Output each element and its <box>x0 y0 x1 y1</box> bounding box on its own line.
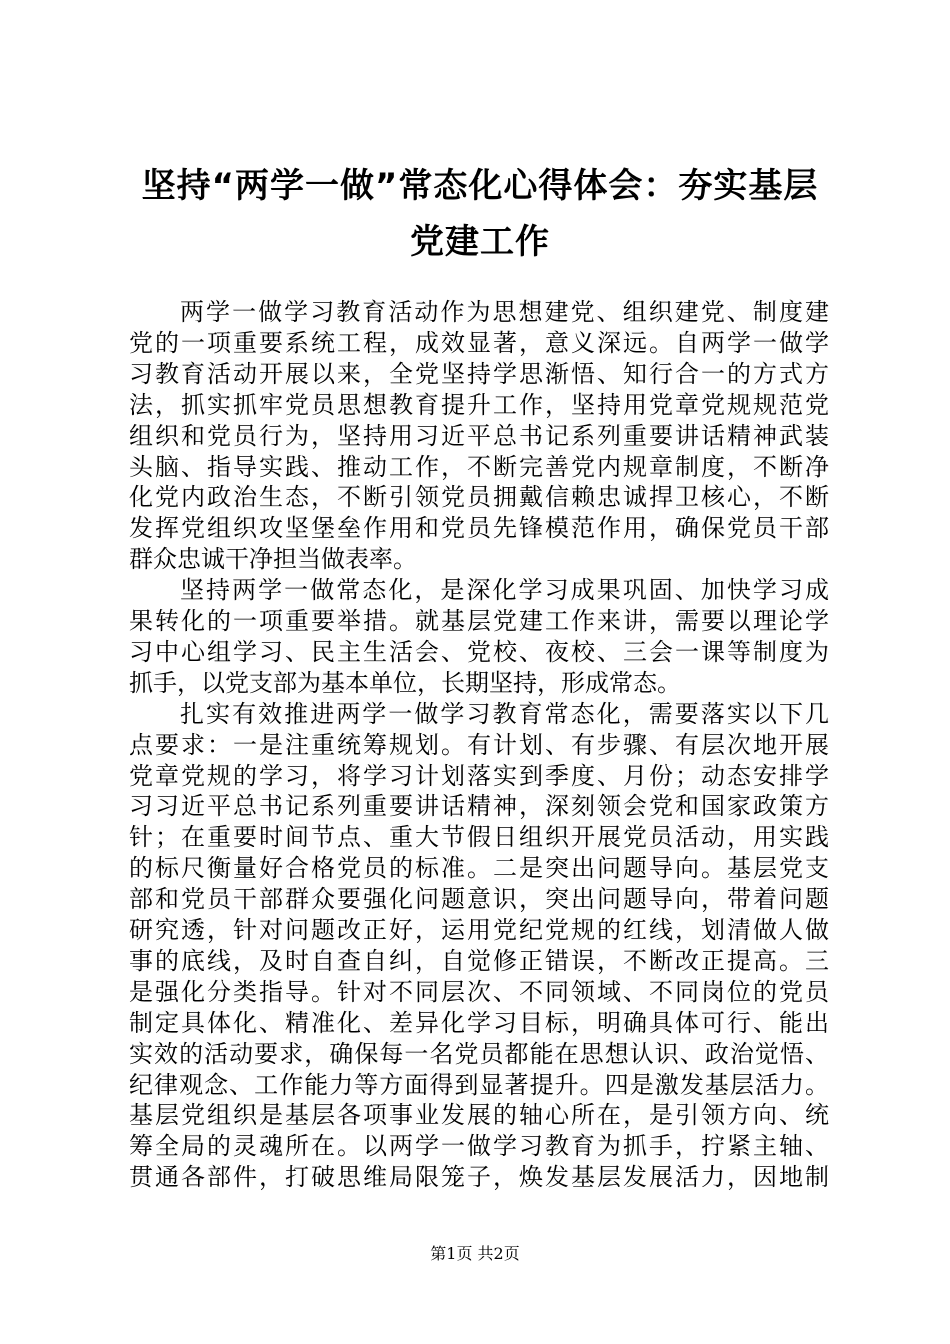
body-text-line: 化党内政治生态，不断引领党员拥戴信赖忠诚捍卫核心，不断 <box>129 483 829 512</box>
body-text-line: 习习近平总书记系列重要讲话精神，深刻领会党和国家政策方 <box>129 792 829 821</box>
body-text-line: 习教育活动开展以来，全党坚持学思渐悟、知行合一的方式方 <box>129 359 829 388</box>
body-text-line: 是强化分类指导。针对不同层次、不同领域、不同岗位的党员 <box>129 977 829 1006</box>
body-text-line: 实效的活动要求，确保每一名党员都能在思想认识、政治觉悟、 <box>129 1039 829 1068</box>
body-text-line: 果转化的一项重要举措。就基层党建工作来讲，需要以理论学 <box>129 607 829 635</box>
body-text-line: 部和党员干部群众要强化问题意识，突出问题导向，带着问题 <box>129 885 829 914</box>
body-text-line: 事的底线，及时自查自纠，自觉修正错误，不断改正提高。三 <box>129 946 829 975</box>
body-text-line: 组织和党员行为，坚持用习近平总书记系列重要讲话精神武装 <box>129 421 829 450</box>
page-number-footer: 第1页 共2页 <box>430 1244 520 1263</box>
body-text-line: 发挥党组织攻坚堡垒作用和党员先锋模范作用，确保党员干部 <box>129 514 829 543</box>
body-text-line: 纪律观念、工作能力等方面得到显著提升。四是激发基层活力。 <box>129 1070 829 1099</box>
body-text-line: 的标尺衡量好合格党员的标准。二是突出问题导向。基层党支 <box>129 854 829 883</box>
body-text-line: 针；在重要时间节点、重大节假日组织开展党员活动，用实践 <box>129 823 829 852</box>
body-text-line: 贯通各部件，打破思维局限笼子，焕发基层发展活力，因地制 <box>129 1163 829 1192</box>
body-text-line: 习中心组学习、民主生活会、党校、夜校、三会一课等制度为 <box>129 637 829 666</box>
document-title-line-1: 坚持“两学一做”常态化心得体会：夯实基层 <box>141 166 819 206</box>
body-text-line: 头脑、指导实践、推动工作，不断完善党内规章制度，不断净 <box>129 452 829 481</box>
body-text-line: 抓手，以党支部为基本单位，长期坚持，形成常态。 <box>129 668 681 697</box>
body-text-line: 党的一项重要系统工程，成效显著，意义深远。自两学一做学 <box>129 328 829 357</box>
body-text-line: 群众忠诚干净担当做表率。 <box>129 545 417 574</box>
body-text-line: 坚持两学一做常态化，是深化学习成果巩固、加快学习成 <box>180 576 829 605</box>
body-text-line: 扎实有效推进两学一做学习教育常态化，需要落实以下几 <box>180 699 829 728</box>
body-text-line: 制定具体化、精准化、差异化学习目标，明确具体可行、能出 <box>129 1008 829 1037</box>
document-title-line-2: 党建工作 <box>410 222 550 262</box>
body-text-line: 筹全局的灵魂所在。以两学一做学习教育为抓手，拧紧主轴、 <box>129 1132 829 1161</box>
body-text-line: 基层党组织是基层各项事业发展的轴心所在，是引领方向、统 <box>129 1101 829 1130</box>
body-text-line: 党章党规的学习，将学习计划落实到季度、月份；动态安排学 <box>129 761 829 790</box>
body-text-line: 两学一做学习教育活动作为思想建党、组织建党、制度建 <box>180 298 829 326</box>
body-text-line: 法，抓实抓牢党员思想教育提升工作，坚持用党章党规规范党 <box>129 390 829 419</box>
body-text-line: 研究透，针对问题改正好，运用党纪党规的红线，划清做人做 <box>129 916 829 944</box>
body-text-line: 点要求：一是注重统筹规划。有计划、有步骤、有层次地开展 <box>129 730 829 759</box>
